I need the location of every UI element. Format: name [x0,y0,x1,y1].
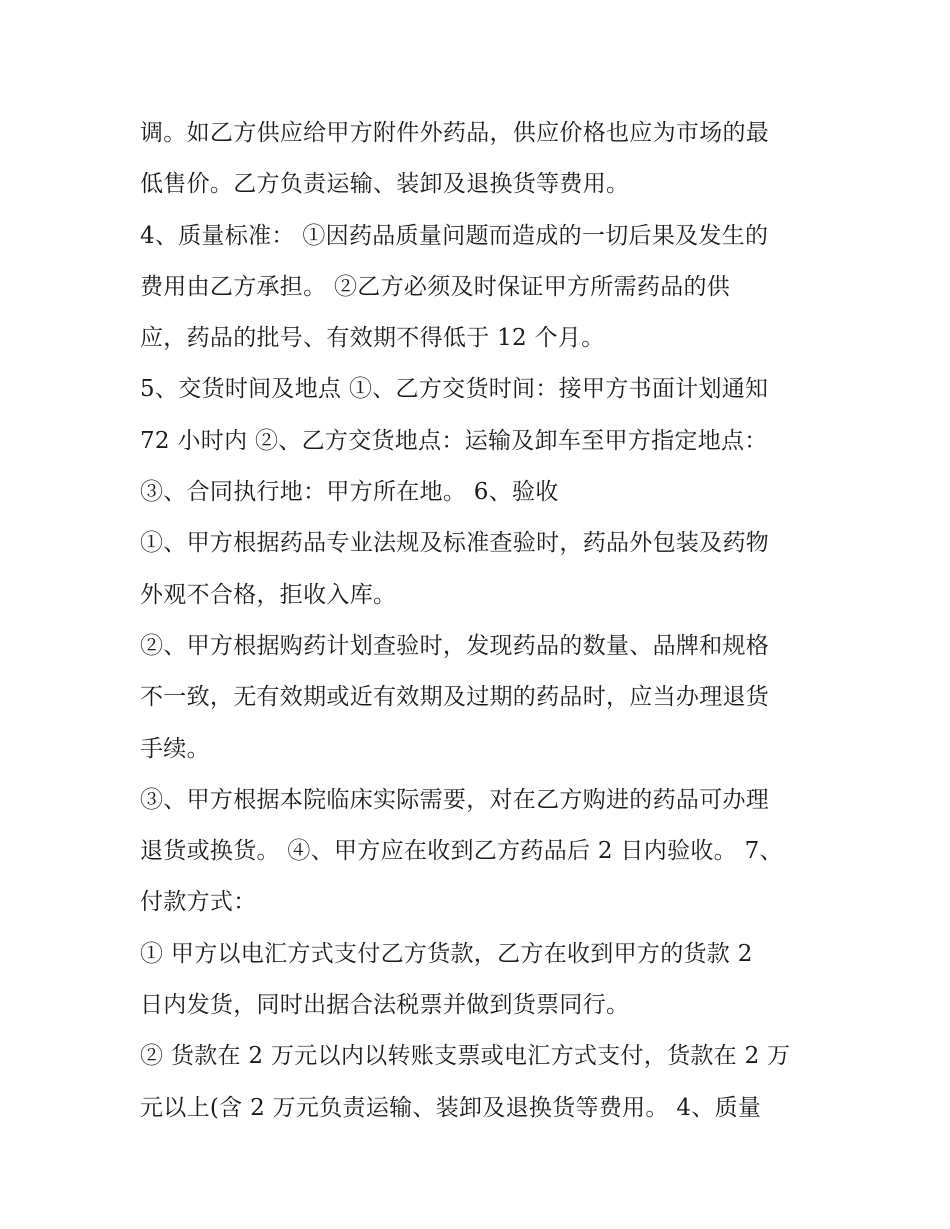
text-line: 72 小时内 ②、乙方交货地点：运输及卸车至甲方指定地点： [140,427,768,454]
text-line: 付款方式： [140,889,257,916]
text-line: ②、甲方根据购药计划查验时，发现药品的数量、品牌和规格 [140,632,770,659]
text-line: ③、合同执行地：甲方所在地。 6、验收 [140,479,559,506]
text-line: 手续。 [140,735,210,762]
text-line: ① 甲方以电汇方式支付乙方货款，乙方在收到甲方的货款 2 [140,940,753,967]
text-line: 外观不合格，拒收入库。 [140,581,397,608]
text-line: ③、甲方根据本院临床实际需要，对在乙方购进的药品可办理 [140,786,770,813]
text-line: 4、质量标准： ①因药品质量问题而造成的一切后果及发生的 [140,222,769,249]
text-line: 退货或换货。 ④、甲方应在收到乙方药品后 2 日内验收。 7、 [140,838,783,865]
text-line: 调。如乙方供应给甲方附件外药品，供应价格也应为市场的最 [140,120,770,146]
text-line: 应，药品的批号、有效期不得低于 12 个月。 [140,325,605,352]
text-line: 元以上(含 2 万元负责运输、装卸及退换货等费用。 4、质量 [140,1094,762,1121]
text-line: 日内发货，同时出据合法税票并做到货票同行。 [140,992,630,1019]
text-line: 5、交货时间及地点 ①、乙方交货时间：接甲方书面计划通知 [140,376,769,403]
document-body [140,108,830,1134]
text-line: 费用由乙方承担。 ②乙方必须及时保证甲方所需药品的供 [140,273,731,300]
text-line: 低售价。乙方负责运输、装卸及退换货等费用。 [140,171,630,198]
text-line: ② 货款在 2 万元以内以转账支票或电汇方式支付，货款在 2 万 [140,1043,791,1070]
text-line: 不一致，无有效期或近有效期及过期的药品时，应当办理退货 [140,684,770,711]
text-line: ①、甲方根据药品专业法规及标准查验时，药品外包装及药物 [140,530,770,557]
